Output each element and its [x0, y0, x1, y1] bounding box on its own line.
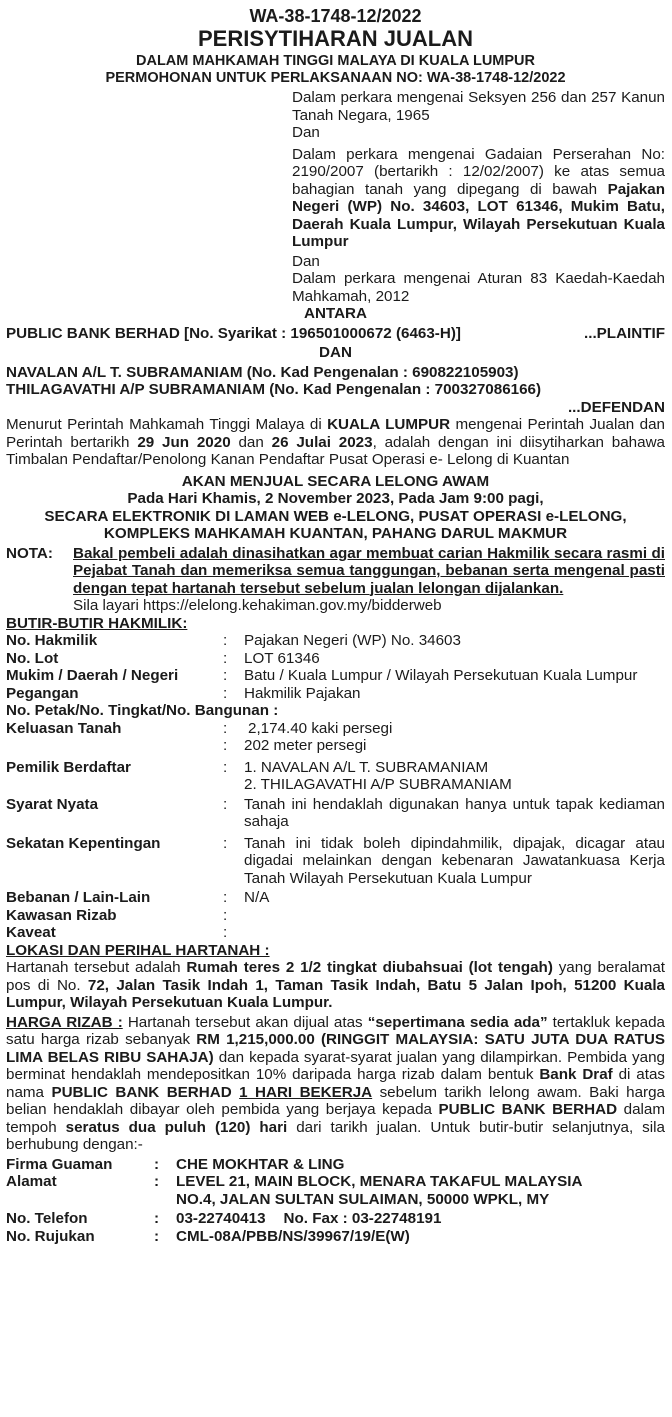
syarat-label: Syarat Nyata — [6, 795, 99, 813]
reserve-text-4: di atas nama — [6, 1066, 665, 1101]
pemilik-1: 1. NAVALAN A/L T. SUBRAMANIAM — [244, 758, 489, 776]
title-details-heading: BUTIR-BUTIR HAKMILIK: — [6, 614, 188, 632]
defendant-2: THILAGAVATHI A/P SUBRAMANIAM (No. Kad Pengenalan : 700327086166) — [6, 381, 542, 398]
no-lot-value: LOT 61346 — [244, 649, 320, 667]
property-type: Rumah teres 2 1/2 tingkat diubahsuai (lot tengah) — [186, 959, 553, 976]
field-bebanan — [6, 889, 665, 907]
contact-firm — [6, 1156, 665, 1174]
colon: : — [154, 1227, 160, 1245]
phone-value: 03-22740413 — [176, 1210, 266, 1227]
matter-and-2: Dan — [292, 252, 320, 270]
no-hakmilik-label: No. Hakmilik — [6, 632, 98, 649]
keluasan-sqm: 202 meter persegi — [244, 737, 367, 754]
kawasan-label: Kawasan Rizab — [6, 906, 117, 924]
pemilik-label: Pemilik Berdaftar — [6, 758, 131, 776]
field-pemilik — [6, 759, 665, 794]
colon: : — [223, 834, 228, 852]
reserve-bank-name-2: PUBLIC BANK BERHAD — [438, 1101, 618, 1118]
matter-2-text: Dalam perkara mengenai Gadaian Perserahan No: 2190/2007 (bertarikh : 12/02/2007) ke atas semua bahagian tanah yang dipegang di bawah — [292, 145, 665, 198]
pegangan-label: Pegangan — [6, 684, 79, 702]
mukim-value: Batu / Kuala Lumpur / Wilayah Persekutuan Kuala Lumpur — [244, 667, 638, 684]
application-number: PERMOHONAN UNTUK PERLAKSANAAN NO: WA-38-1748-12/2022 — [105, 70, 566, 86]
reserve-as-is: “sepertimana sedia ada” — [367, 1013, 548, 1031]
auction-venue-1: SECARA ELEKTRONIK DI LAMAN WEB e-LELONG, PUSAT OPERASI e-LELONG, — [44, 507, 627, 525]
pemilik-2: 2. THILAGAVATHI A/P SUBRAMANIAM — [244, 776, 512, 793]
matter-2-property: Pajakan Negeri (WP) No. 34603, LOT 61346, Mukim Batu, Daerah Kuala Lumpur, Wilayah Persekutuan Kuala Lumpur — [292, 180, 665, 250]
order-text-2: mengenai Perintah Jualan dan Perintah bertarikh — [6, 416, 665, 451]
reserve-amount: RM 1,215,000.00 (RINGGIT MALAYSIA: SATU JUTA DUA RATUS LIMA BELAS RIBU SAHAJA) — [6, 1031, 665, 1066]
nota-block — [6, 545, 665, 615]
reserve-period: seratus dua puluh (120) hari — [65, 1118, 288, 1136]
reference-label: No. Rujukan — [6, 1227, 95, 1245]
court-name: DALAM MAHKAMAH TINGGI MALAYA DI KUALA LUMPUR — [136, 53, 535, 69]
field-syarat — [6, 796, 665, 831]
reserve-text-5 — [232, 1084, 239, 1101]
property-address: 72, Jalan Tasik Indah 1, Taman Tasik Indah, Batu 5 Jalan Ipoh, 51200 Kuala Lumpur, Wilayah Persekutuan Kuala Lumpur. — [6, 976, 665, 1011]
sekatan-label: Sekatan Kepentingan — [6, 834, 161, 852]
syarat-value: Tanah ini hendaklah digunakan hanya untuk tapak kediaman sahaja — [244, 795, 665, 830]
location-text-1: Hartanah tersebut adalah — [6, 959, 187, 976]
field-sekatan — [6, 835, 665, 888]
reference-value: CML-08A/PBB/NS/39967/19/E(W) — [176, 1227, 410, 1245]
reserve-deadline: 1 HARI BEKERJA — [239, 1083, 373, 1101]
field-no-lot — [6, 650, 665, 668]
colon: : — [223, 684, 228, 702]
colon: : — [223, 924, 228, 941]
defendant-role: ...DEFENDAN — [567, 398, 665, 416]
auction-line-1: AKAN MENJUAL SECARA LELONG AWAM — [181, 472, 490, 490]
document-title: PERISYTIHARAN JUALAN — [197, 26, 474, 51]
phone-label: No. Telefon — [6, 1210, 88, 1227]
reserve-text-2: tertakluk kepada satu harga rizab sebanyak — [6, 1013, 665, 1048]
colon: : — [154, 1210, 160, 1227]
location-heading: LOKASI DAN PERIHAL HARTANAH : — [6, 941, 270, 959]
nota-text: Bakal pembeli adalah dinasihatkan agar membuat carian Hakmilik secara rasmi di Pejabat Tanah dan memeriksa semua tanggungan, bebanan serta mengenal pasti dengan tepat hartanah tersebut sebelum jualan lelongan dijalankan. — [73, 544, 665, 597]
colon: : — [223, 632, 228, 649]
location-text-2: yang beralamat pos di No. — [6, 959, 665, 994]
contact-address — [6, 1173, 665, 1208]
reserve-bank-name: PUBLIC BANK BERHAD — [51, 1083, 232, 1101]
colon: : — [223, 737, 228, 754]
colon: : — [223, 906, 228, 924]
order-court-location: KUALA LUMPUR — [327, 416, 451, 433]
dan-label: DAN — [319, 344, 352, 361]
colon: : — [223, 795, 228, 813]
order-paragraph — [6, 416, 665, 469]
address-line-2: NO.4, JALAN SULTAN SULAIMAN, 50000 WPKL, MY — [176, 1190, 550, 1208]
field-pegangan — [6, 685, 665, 703]
nota-label: NOTA: — [6, 544, 53, 562]
plaintiff-role: ...PLAINTIF — [584, 324, 665, 342]
case-reference: WA-38-1748-12/2022 — [249, 6, 422, 26]
reserve-price-paragraph — [6, 1014, 665, 1154]
reserve-text-3: dan kepada syarat-syarat jualan yang dilampirkan. Pembida yang berminat hendaklah mendepositkan 10% daripada harga rizab dalam bentuk — [6, 1048, 665, 1083]
colon: : — [223, 889, 228, 906]
bebanan-label: Bebanan / Lain-Lain — [6, 889, 151, 906]
location-paragraph — [6, 959, 665, 1012]
no-lot-label: No. Lot — [6, 649, 59, 667]
reserve-text-8: dari tarikh jualan. Untuk butir-butir selanjutnya, sila berhubung dengan:- — [6, 1118, 665, 1153]
field-kawasan — [6, 907, 665, 925]
field-kaveat — [6, 924, 665, 942]
nota-website: Sila layari https://elelong.kehakiman.gov.my/bidderweb — [73, 597, 442, 614]
fax-value: No. Fax : 03-22748191 — [283, 1210, 442, 1227]
field-keluasan — [6, 720, 665, 738]
colon: : — [154, 1155, 160, 1173]
pegangan-value: Hakmilik Pajakan — [244, 684, 361, 702]
field-mukim — [6, 667, 665, 685]
colon: : — [223, 667, 228, 684]
bebanan-value: N/A — [244, 889, 270, 906]
keluasan-sqft: 2,174.40 kaki persegi — [248, 719, 393, 737]
no-hakmilik-value: Pajakan Negeri (WP) No. 34603 — [244, 632, 461, 649]
mukim-label: Mukim / Daerah / Negeri — [6, 667, 179, 684]
order-text-3: dan — [230, 433, 272, 451]
auction-venue-2: KOMPLEKS MAHKAMAH KUANTAN, PAHANG DARUL MAKMUR — [103, 525, 568, 542]
order-text-1: Menurut Perintah Mahkamah Tinggi Malaya di — [6, 416, 328, 433]
kaveat-label: Kaveat — [6, 924, 56, 941]
firm-value: CHE MOKHTAR & LING — [176, 1155, 345, 1173]
reserve-text-6: sebelum tarikh lelong awam. Baki harga belian hendaklah dibayar oleh pembida yang berjaya kepada — [6, 1083, 665, 1118]
sekatan-value: Tanah ini tidak boleh dipindahmilik, dipajak, dicagar atau digadai melainkan dengan kebenaran Jawatankuasa Kerja Tanah Wilayah Persekutuan Kuala Lumpur — [244, 834, 665, 887]
antara-label: ANTARA — [304, 305, 367, 322]
address-line-1: LEVEL 21, MAIN BLOCK, MENARA TAKAFUL MALAYSIA — [176, 1173, 583, 1190]
address-label: Alamat — [6, 1173, 57, 1190]
keluasan-label: Keluasan Tanah — [6, 719, 122, 737]
field-no-hakmilik — [6, 632, 665, 650]
firm-label: Firma Guaman — [6, 1155, 113, 1173]
colon: : — [154, 1173, 160, 1190]
field-petak-label: No. Petak/No. Tingkat/No. Bangunan : — [6, 702, 279, 719]
reserve-text-7: dalam tempoh — [6, 1101, 665, 1136]
matter-1: Dalam perkara mengenai Seksyen 256 dan 257 Kanun Tanah Negara, 1965 — [292, 89, 665, 124]
colon: : — [223, 649, 228, 667]
reserve-text-1: Hartanah tersebut akan dijual atas — [122, 1013, 368, 1031]
plaintiff-row — [6, 325, 665, 343]
colon: : — [223, 758, 228, 776]
matter-2 — [292, 146, 665, 251]
order-text-4: , adalah dengan ini diisytiharkan bahawa Timbalan Pendaftar/Penolong Kanan Pendaftar Pusat Operasi e- Lelong di Kuantan — [6, 433, 665, 468]
reserve-bank-draft: Bank Draf — [539, 1066, 613, 1083]
contact-reference — [6, 1228, 665, 1246]
order-date-2: 26 Julai 2023 — [271, 433, 373, 451]
reserve-heading: HARGA RIZAB : — [6, 1013, 123, 1031]
contact-phone — [6, 1210, 665, 1228]
order-date-1: 29 Jun 2020 — [137, 433, 231, 451]
field-keluasan-2 — [6, 737, 665, 755]
matter-and-1: Dan — [292, 124, 320, 141]
colon: : — [223, 719, 228, 737]
defendant-1: NAVALAN A/L T. SUBRAMANIAM (No. Kad Pengenalan : 690822105903) — [6, 363, 519, 381]
plaintiff-name: PUBLIC BANK BERHAD [No. Syarikat : 196501000672 (6463-H)] — [6, 324, 461, 342]
matter-3: Dalam perkara mengenai Aturan 83 Kaedah-Kaedah Mahkamah, 2012 — [292, 270, 665, 305]
auction-date: Pada Hari Khamis, 2 November 2023, Pada Jam 9:00 pagi, — [127, 490, 544, 507]
